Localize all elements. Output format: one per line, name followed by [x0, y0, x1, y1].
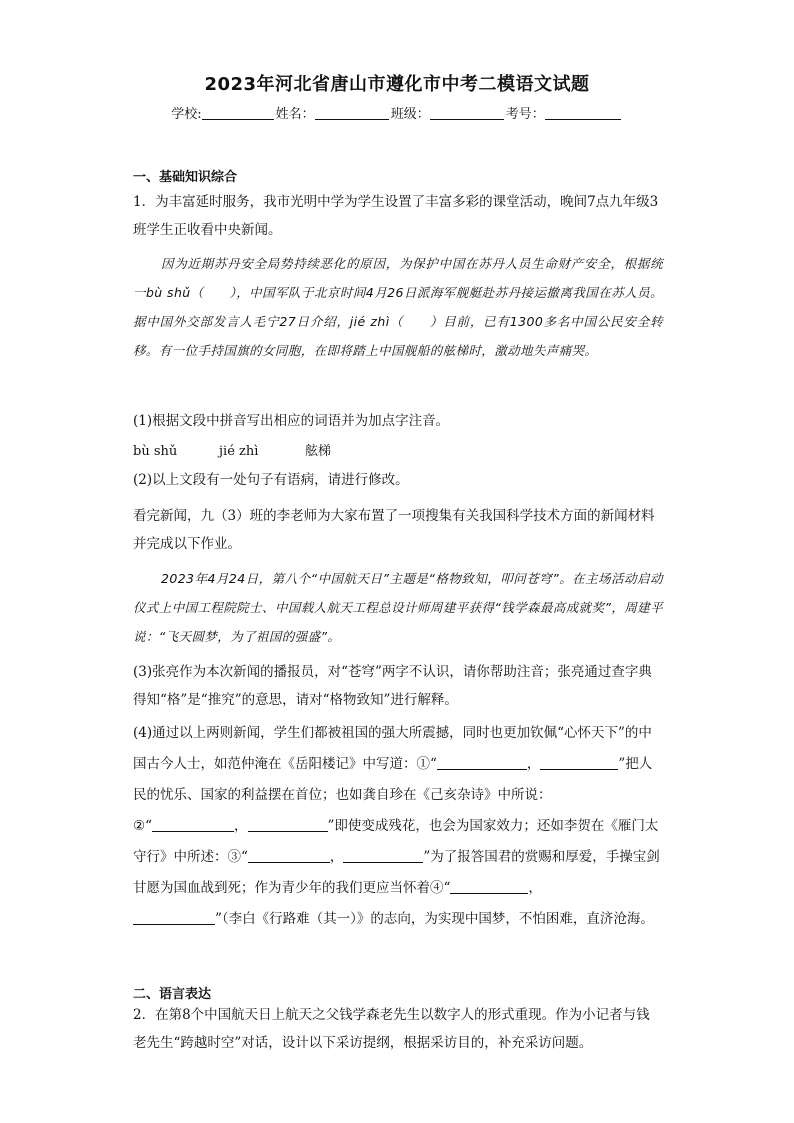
exam-title: 2023年河北省唐山市遵化市中考二模语文试题: [204, 74, 590, 95]
pinyin-jiezhi: jié zhì: [219, 444, 259, 459]
exam-no-blank[interactable]: [545, 107, 621, 120]
comma: ，: [329, 849, 344, 865]
word-xianti: 舷梯: [305, 444, 332, 459]
class-blank[interactable]: [430, 107, 504, 120]
exam-no-label: 考号：: [505, 107, 545, 122]
name-blank[interactable]: [315, 107, 389, 120]
sub4-text-b: ”把人民的忧乐、国家的利益摆在首位；也如龚自珍在《己亥杂诗》中所说：: [133, 756, 653, 803]
blank-4a[interactable]: [450, 879, 528, 894]
pinyin-bushu: bù shǔ: [133, 444, 178, 459]
news-passage-2: 2023年4月24日，第八个“中国航天日”主题是“格物致知，叩问苍穹”。在主场活动启动仪式上中国工程院院士、中国载人航天工程总设计师周建平获得“钱学森最高成就奖”，周建平说：“飞天圆梦，为了祖国的强盛”。: [133, 571, 663, 644]
assignment-transition: 看完新闻，九（3）班的李老师为大家布置了一项搜集有关我国科学技术方面的新闻材料并完成以下作业。: [133, 508, 655, 552]
pinyin-row: [133, 440, 331, 459]
sub4-text-a: (4)通过以上两则新闻，学生们都被祖国的强大所震撼，同时也更加钦佩“心怀天下”的中国古今人士，如范仲淹在《岳阳楼记》中写道：①“: [133, 725, 652, 772]
comma: ，: [234, 818, 248, 834]
class-label: 班级：: [390, 107, 430, 122]
sub-question-2: (2)以上文段有一处句子有语病，请进行修改。: [133, 472, 409, 488]
blank-1a[interactable]: [437, 755, 527, 770]
sub4-text-d: ”即使变成残花，也会为国家效力；还如李贺在《雁门太守行》中所述：③“: [133, 818, 659, 865]
blank-3b[interactable]: [343, 848, 423, 863]
sub4-text-e: ”为了报答国君的赏赐和厚爱，手操宝剑甘愿为国血战到死；作为青少年的我们更应当怀着④“: [133, 849, 660, 896]
news-passage-1: 因为近期苏丹安全局势持续恶化的原因，为保护中国在苏丹人员生命财产安全，根据统一bù shǔ（ ），中国军队于北京时间4月26日派海军舰艇赴苏丹接运撤离我国在苏人员。据中国外交部发言人毛宁27日介绍，jié zhì（ ）目前，已有1300多名中国公民安全转移。有一位手持国旗的女同胞，在即将踏上中国舰船的舷梯时，激动地失声痛哭。: [133, 256, 663, 358]
sub4-text-f: ”（李白《行路难（其一）》的志向，为实现中国梦，不怕困难，直济沧海。: [215, 911, 654, 927]
name-label: 姓名：: [275, 107, 315, 122]
sub-question-3: (3)张亮作为本次新闻的播报员，对“苍穹”两字不认识，请你帮助注音；张亮通过查字典得知“格”是“推究”的意思，请对“格物致知”进行解释。: [133, 664, 652, 708]
school-blank[interactable]: [202, 107, 274, 120]
exam-meta-line: [0, 103, 794, 122]
blank-2a[interactable]: [152, 817, 234, 832]
blank-4b[interactable]: [133, 910, 215, 925]
blank-3a[interactable]: [248, 848, 330, 863]
sub4-text-c: ②“: [133, 818, 153, 834]
blank-1b[interactable]: [540, 755, 618, 770]
section-1-heading: 一、基础知识综合: [133, 170, 238, 185]
question-1-intro: 1．为丰富延时服务，我市光明中学为学生设置了丰富多彩的课堂活动，晚间7点九年级3班学生正收看中央新闻。: [133, 194, 659, 238]
blank-2b[interactable]: [248, 817, 328, 832]
comma: ，: [528, 880, 542, 896]
section-2-heading: 二、语言表达: [133, 987, 212, 1002]
sub-question-1: (1)根据文段中拼音写出相应的词语并为加点字注音。: [133, 413, 450, 429]
sub-question-4: [133, 718, 663, 935]
comma: ，: [526, 756, 541, 772]
question-2: 2．在第8个中国航天日上航天之父钱学森老先生以数字人的形式重现。作为小记者与钱老先生“跨越时空”对话，设计以下采访提纲，根据采访目的，补充采访问题。: [133, 1007, 650, 1051]
school-label: 学校:: [171, 107, 202, 122]
